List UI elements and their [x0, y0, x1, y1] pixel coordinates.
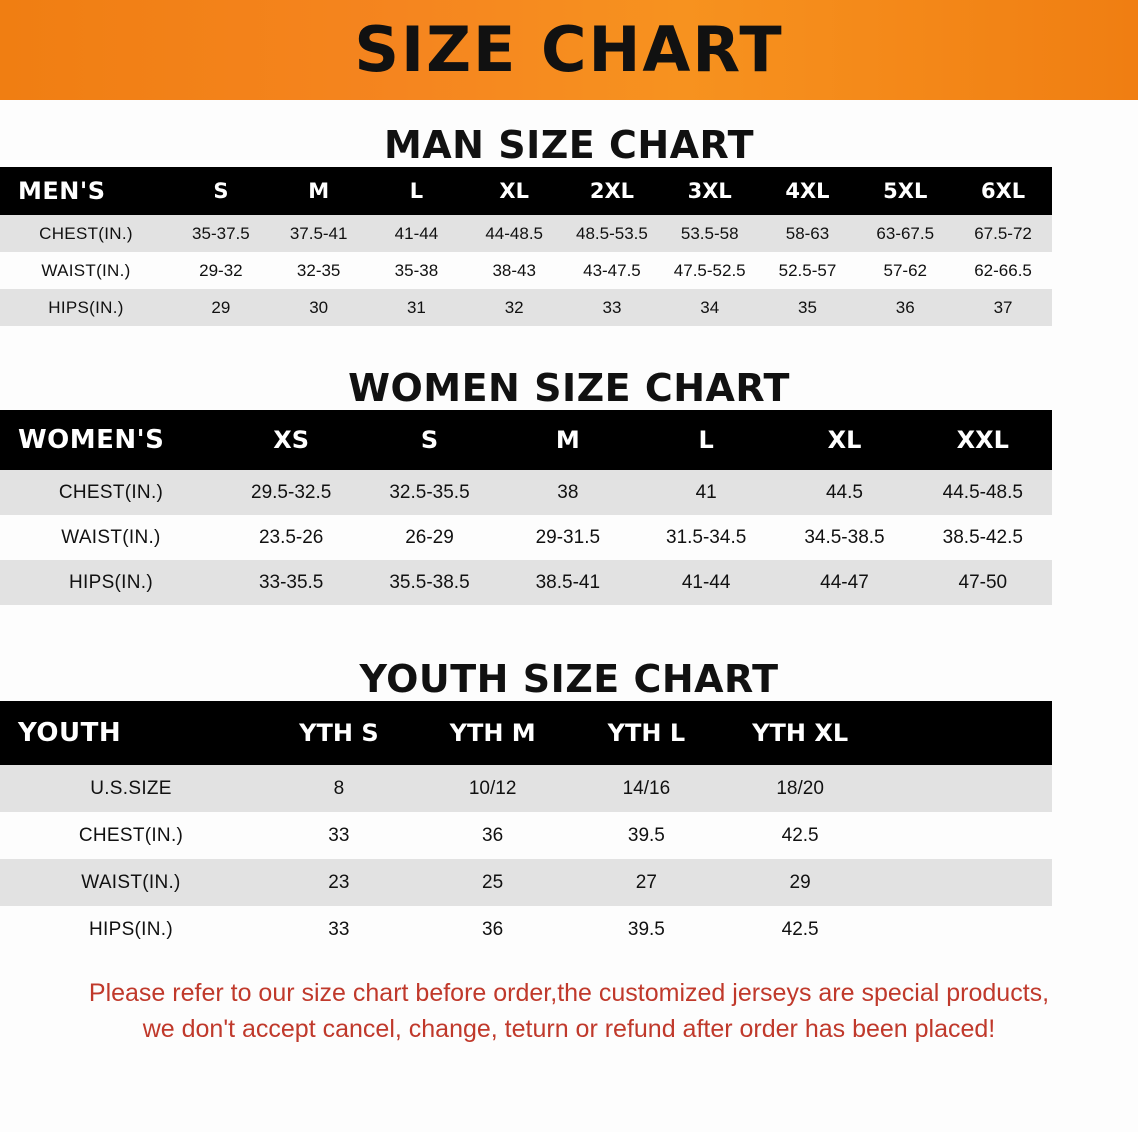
table-cell: 33-35.5: [222, 560, 360, 605]
table-cell: 36: [856, 289, 954, 326]
table-cell: 37.5-41: [270, 215, 368, 252]
disclaimer-line-1: Please refer to our size chart before order,the customized jerseys are special products,: [88, 979, 1050, 1007]
page-title: SIZE CHART: [354, 13, 784, 86]
man-size-table: [0, 167, 1052, 326]
table-row: [0, 812, 1052, 859]
table-cell: 53.5-58: [661, 215, 759, 252]
column-header: XS: [222, 410, 360, 470]
column-header: L: [637, 410, 775, 470]
table-cell: 30: [270, 289, 368, 326]
column-header: YTH M: [416, 701, 570, 765]
table-row: [0, 560, 1052, 605]
table-cell: 44.5: [775, 470, 913, 515]
column-header: YTH XL: [723, 701, 877, 765]
man-corner-label: MEN'S: [0, 167, 172, 215]
table-cell: 47.5-52.5: [661, 252, 759, 289]
table-cell: 29-31.5: [499, 515, 637, 560]
column-header: XL: [465, 167, 563, 215]
column-header: 4XL: [759, 167, 857, 215]
column-header: M: [499, 410, 637, 470]
man-size-table-wrap: [0, 167, 1138, 326]
table-cell: 33: [262, 906, 416, 953]
table-row: [0, 215, 1052, 252]
table-cell: 32-35: [270, 252, 368, 289]
row-label: WAIST(IN.): [0, 515, 222, 560]
column-header: 5XL: [856, 167, 954, 215]
table-cell: 35-38: [368, 252, 466, 289]
column-header: XXL: [914, 410, 1052, 470]
women-section-heading: WOMEN SIZE CHART: [348, 366, 790, 410]
table-cell: 27: [570, 859, 724, 906]
table-cell: 36: [416, 906, 570, 953]
table-cell: 39.5: [570, 906, 724, 953]
table-header-row: [0, 167, 1052, 215]
table-cell: 38: [499, 470, 637, 515]
column-header: 2XL: [563, 167, 661, 215]
table-cell: 58-63: [759, 215, 857, 252]
table-cell: 29: [172, 289, 270, 326]
column-header: M: [270, 167, 368, 215]
table-cell: 67.5-72: [954, 215, 1052, 252]
table-cell: 44-48.5: [465, 215, 563, 252]
column-header: XL: [775, 410, 913, 470]
column-header: 3XL: [661, 167, 759, 215]
women-size-table: [0, 410, 1052, 605]
youth-size-table: [0, 701, 1052, 953]
table-cell: 42.5: [723, 906, 877, 953]
table-cell: 31: [368, 289, 466, 326]
table-cell-spacer: [877, 812, 1052, 859]
row-label: WAIST(IN.): [0, 252, 172, 289]
youth-section-heading: YOUTH SIZE CHART: [359, 657, 779, 701]
table-row: [0, 289, 1052, 326]
table-row: [0, 906, 1052, 953]
table-cell: 23: [262, 859, 416, 906]
table-cell: 43-47.5: [563, 252, 661, 289]
table-row: [0, 765, 1052, 812]
table-cell: 63-67.5: [856, 215, 954, 252]
table-cell: 18/20: [723, 765, 877, 812]
table-cell: 44.5-48.5: [914, 470, 1052, 515]
table-cell: 25: [416, 859, 570, 906]
table-cell: 33: [563, 289, 661, 326]
column-header: YTH S: [262, 701, 416, 765]
table-cell: 26-29: [360, 515, 498, 560]
table-cell: 35.5-38.5: [360, 560, 498, 605]
women-size-table-wrap: [0, 410, 1138, 605]
table-cell: 14/16: [570, 765, 724, 812]
table-cell: 44-47: [775, 560, 913, 605]
table-header-row: [0, 701, 1052, 765]
column-header: S: [360, 410, 498, 470]
column-header-spacer: [877, 701, 1052, 765]
table-cell: 48.5-53.5: [563, 215, 661, 252]
table-row: [0, 470, 1052, 515]
table-cell: 29.5-32.5: [222, 470, 360, 515]
table-cell: 52.5-57: [759, 252, 857, 289]
table-cell: 35: [759, 289, 857, 326]
table-cell: 38.5-42.5: [914, 515, 1052, 560]
table-header-row: [0, 410, 1052, 470]
table-cell: 41-44: [637, 560, 775, 605]
table-cell: 34.5-38.5: [775, 515, 913, 560]
column-header: YTH L: [570, 701, 724, 765]
youth-corner-label: YOUTH: [0, 701, 262, 765]
table-cell: 38.5-41: [499, 560, 637, 605]
table-cell: 34: [661, 289, 759, 326]
column-header: L: [368, 167, 466, 215]
table-cell: 23.5-26: [222, 515, 360, 560]
table-cell: 39.5: [570, 812, 724, 859]
table-cell: 62-66.5: [954, 252, 1052, 289]
row-label: CHEST(IN.): [0, 215, 172, 252]
table-cell: 8: [262, 765, 416, 812]
page-banner: [0, 0, 1138, 100]
row-label: WAIST(IN.): [0, 859, 262, 906]
table-cell-spacer: [877, 765, 1052, 812]
row-label: CHEST(IN.): [0, 812, 262, 859]
table-cell: 38-43: [465, 252, 563, 289]
table-cell: 32: [465, 289, 563, 326]
table-cell: 10/12: [416, 765, 570, 812]
table-cell: 47-50: [914, 560, 1052, 605]
table-cell: 35-37.5: [172, 215, 270, 252]
disclaimer-note: [42, 975, 1096, 1048]
table-cell: 37: [954, 289, 1052, 326]
table-cell: 32.5-35.5: [360, 470, 498, 515]
row-label: HIPS(IN.): [0, 289, 172, 326]
table-row: [0, 515, 1052, 560]
row-label: CHEST(IN.): [0, 470, 222, 515]
disclaimer-line-2: we don't accept cancel, change, teturn or refund after order has been placed!: [142, 1015, 996, 1044]
table-cell: 29-32: [172, 252, 270, 289]
table-cell: 29: [723, 859, 877, 906]
row-label: U.S.SIZE: [0, 765, 262, 812]
table-cell: 42.5: [723, 812, 877, 859]
column-header: S: [172, 167, 270, 215]
row-label: HIPS(IN.): [0, 560, 222, 605]
table-row: [0, 859, 1052, 906]
row-label: HIPS(IN.): [0, 906, 262, 953]
table-cell-spacer: [877, 859, 1052, 906]
table-cell: 36: [416, 812, 570, 859]
table-cell-spacer: [877, 906, 1052, 953]
man-section-heading: MAN SIZE CHART: [383, 123, 755, 167]
table-cell: 41-44: [368, 215, 466, 252]
column-header: 6XL: [954, 167, 1052, 215]
youth-size-table-wrap: [0, 701, 1138, 953]
women-corner-label: WOMEN'S: [0, 410, 222, 470]
table-cell: 57-62: [856, 252, 954, 289]
table-cell: 33: [262, 812, 416, 859]
table-row: [0, 252, 1052, 289]
table-cell: 41: [637, 470, 775, 515]
table-cell: 31.5-34.5: [637, 515, 775, 560]
